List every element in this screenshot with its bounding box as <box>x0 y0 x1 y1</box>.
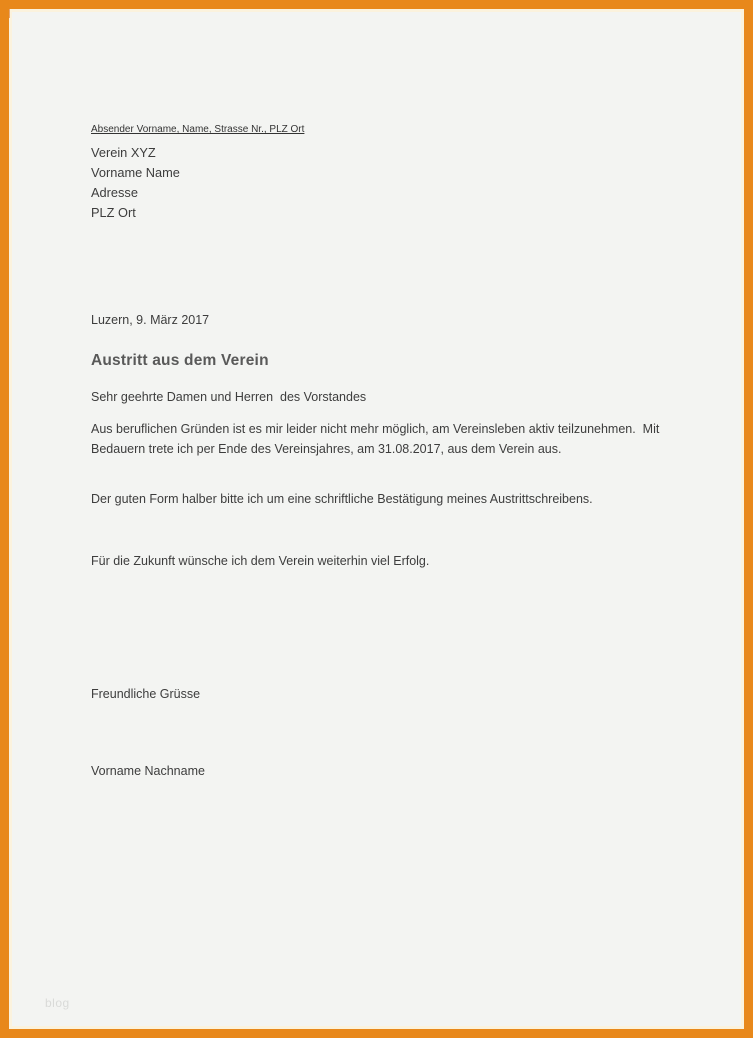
recipient-line-name: Vorname Name <box>91 165 180 180</box>
recipient-line-street: Adresse <box>91 185 138 200</box>
body-paragraph-good-wishes: Für die Zukunft wünsche ich dem Verein weiterhin viel Erfolg. <box>91 554 430 568</box>
body-paragraph-confirmation-request: Der guten Form halber bitte ich um eine schriftliche Bestätigung meines Austrittschreibens. <box>91 492 593 506</box>
recipient-address-block <box>91 143 180 223</box>
recipient-line-org: Verein XYZ <box>91 145 156 160</box>
recipient-line-city: PLZ Ort <box>91 205 136 220</box>
subject-heading: Austritt aus dem Verein <box>91 352 269 369</box>
frame-corner-accent <box>0 0 10 18</box>
watermark-text: blog <box>45 996 70 1010</box>
body-paragraph-reason: Aus beruflichen Gründen ist es mir leider nicht mehr möglich, am Vereinsleben aktiv teilzunehmen. Mit Bedauern trete ich per Ende des Vereinsjahres, am 31.08.2017, aus dem Verein aus. <box>91 422 663 456</box>
sender-address-line: Absender Vorname, Name, Strasse Nr., PLZ Ort <box>91 124 305 135</box>
place-and-date: Luzern, 9. März 2017 <box>91 313 210 327</box>
signature-name: Vorname Nachname <box>91 764 205 778</box>
salutation: Sehr geehrte Damen und Herren des Vorstandes <box>91 390 367 404</box>
closing-phrase: Freundliche Grüsse <box>91 687 201 701</box>
